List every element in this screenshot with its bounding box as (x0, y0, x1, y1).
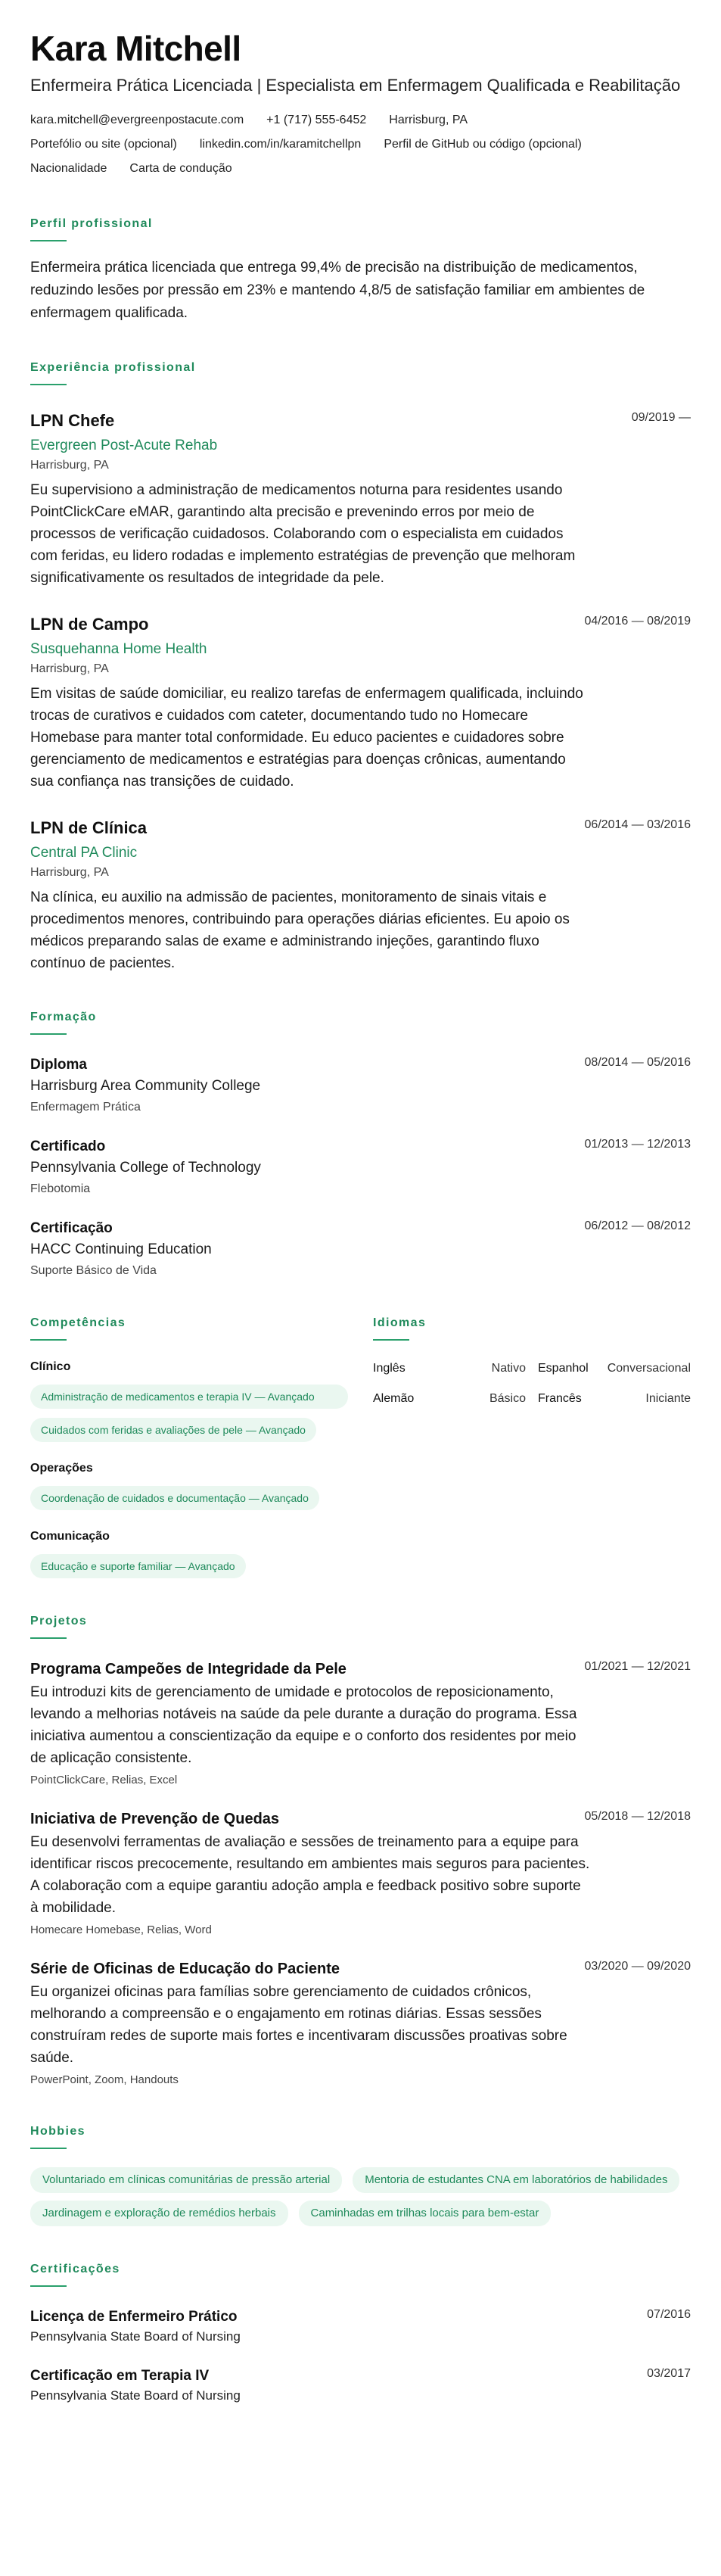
contact-info (30, 108, 691, 181)
education-dates: 06/2012 — 08/2012 (584, 1219, 691, 1232)
project-entry (30, 1808, 691, 1939)
section-heading: Idiomas (373, 1316, 427, 1329)
job-title: LPN de Clínica (30, 818, 148, 837)
language-name: Espanhol (538, 1362, 589, 1375)
job-dates: 04/2016 — 08/2019 (584, 615, 691, 628)
skill-group-title: Operações (30, 1462, 93, 1475)
skill-group-title: Clínico (30, 1360, 71, 1373)
section-divider (30, 384, 67, 385)
project-entry (30, 1958, 691, 2089)
job-title: LPN de Campo (30, 615, 149, 634)
resume-header (30, 0, 691, 181)
skill-chip: Educação e suporte familiar — Avançado (30, 1554, 246, 1578)
certification-name: Licença de Enfermeiro Prático (30, 2309, 238, 2325)
job-location: Harrisburg, PA (30, 866, 109, 879)
project-title: Iniciativa de Prevenção de Quedas (30, 1811, 280, 1827)
language-level: Conversacional (607, 1362, 691, 1375)
education-entry (30, 1136, 691, 1198)
email-link[interactable]: kara.mitchell@evergreenpostacute.com (30, 114, 244, 126)
project-description: Eu organizei oficinas para famílias sobre gerenciamento de cuidados crônicos, melhorando a compreensão e o engajamento em rotinas diárias. Essas sessões construíram redes de suporte mais fortes e incentivaram discussões proativas sobre saúde. (30, 1984, 567, 2066)
phone-number[interactable]: +1 (717) 555-6452 (266, 114, 367, 126)
project-title: Programa Campeões de Integridade da Pele (30, 1661, 347, 1677)
education-entry (30, 1054, 691, 1117)
project-description: Eu introduzi kits de gerenciamento de umidade e protocolos de reposicionamento, levando a melhorias notáveis na saúde da pele durante a duração do programa. Essa iniciativa aumentou a conscientização da equipe e o conforto dos residentes por meio de aplicação consistente. (30, 1684, 577, 1766)
job-description: Em visitas de saúde domiciliar, eu realizo tarefas de enfermagem qualificada, incluindo trocas de curativos e cuidados com cateter, documentando tudo no Homecare Homebase para manter total conformidade. Eu educo pacientes e cuidadores sobre gerenciamento de medicamentos e estratégias para doenças crônicas, aumentando sua confiança nas transições de cuidado. (30, 686, 583, 790)
job-entry (30, 410, 691, 589)
github-link[interactable]: Perfil de GitHub ou código (opcional) (384, 138, 582, 151)
education-field: Flebotomia (30, 1182, 91, 1195)
hobby-chip: Jardinagem e exploração de remédios herbais (30, 2201, 288, 2226)
skill-group-title: Comunicação (30, 1530, 110, 1543)
job-company: Central PA Clinic (30, 845, 138, 861)
nationality: Nacionalidade (30, 162, 107, 175)
skill-group (30, 1528, 348, 1578)
job-dates: 06/2014 — 03/2016 (584, 818, 691, 831)
project-dates: 01/2021 — 12/2021 (584, 1660, 691, 1673)
linkedin-link[interactable]: linkedin.com/in/karamitchellpn (199, 138, 362, 151)
education-dates: 01/2013 — 12/2013 (584, 1138, 691, 1151)
portfolio-link[interactable]: Portefólio ou site (opcional) (30, 138, 177, 151)
hobbies-list (30, 2160, 691, 2226)
education-entry (30, 1218, 691, 1280)
projects-section (30, 1613, 691, 2089)
project-dates: 05/2018 — 12/2018 (584, 1810, 691, 1823)
education-degree: Certificação (30, 1220, 113, 1236)
job-location: Harrisburg, PA (30, 662, 109, 675)
hobbies-section (30, 2123, 691, 2226)
language-item (373, 1360, 526, 1377)
skills-languages-row (30, 1315, 691, 1578)
education-school: HACC Continuing Education (30, 1241, 212, 1257)
location: Harrisburg, PA (389, 114, 468, 126)
language-item (538, 1360, 691, 1377)
project-tools: Homecare Homebase, Relias, Word (30, 1923, 212, 1936)
section-divider (30, 1339, 67, 1341)
section-divider (373, 1339, 409, 1341)
project-entry (30, 1659, 691, 1789)
job-entry (30, 817, 691, 974)
section-heading: Projetos (30, 1615, 88, 1628)
languages-section (373, 1315, 691, 1578)
driving-license: Carta de condução (129, 162, 232, 175)
job-location: Harrisburg, PA (30, 459, 109, 472)
language-name: Alemão (373, 1392, 415, 1405)
certification-entry (30, 2307, 691, 2346)
section-divider (30, 2285, 67, 2287)
section-heading: Competências (30, 1316, 126, 1329)
job-company: Susquehanna Home Health (30, 641, 207, 657)
skill-chip: Cuidados com feridas e avaliações de pele — Avançado (30, 1418, 316, 1442)
hobby-chip: Caminhadas em trilhas locais para bem-estar (299, 2201, 552, 2226)
education-degree: Diploma (30, 1057, 87, 1073)
summary-section (30, 216, 691, 325)
language-item (373, 1391, 526, 1407)
contact-row (30, 132, 691, 157)
job-description: Na clínica, eu auxilio na admissão de pacientes, monitoramento de sinais vitais e procedimentos menores, contribuindo para operações diárias eficientes. Eu apoio os médicos preparando salas de exame e administrando injeções, garantindo fluxo contínuo de pacientes. (30, 889, 570, 971)
education-dates: 08/2014 — 05/2016 (584, 1056, 691, 1069)
project-tools: PointClickCare, Relias, Excel (30, 1774, 178, 1786)
section-divider (30, 1637, 67, 1639)
contact-row (30, 157, 691, 181)
job-company: Evergreen Post-Acute Rehab (30, 438, 218, 453)
job-dates: 09/2019 — (631, 411, 691, 424)
language-name: Inglês (373, 1362, 406, 1375)
section-heading: Experiência profissional (30, 361, 196, 374)
education-school: Pennsylvania College of Technology (30, 1160, 261, 1176)
education-school: Harrisburg Area Community College (30, 1078, 261, 1094)
experience-section (30, 360, 691, 974)
language-item (538, 1391, 691, 1407)
hobby-chip: Voluntariado em clínicas comunitárias de pressão arterial (30, 2167, 342, 2193)
section-divider (30, 240, 67, 241)
language-name: Francês (538, 1392, 582, 1405)
language-level: Iniciante (645, 1392, 691, 1405)
certifications-section (30, 2261, 691, 2405)
contact-row (30, 108, 691, 132)
section-heading: Hobbies (30, 2125, 85, 2138)
certification-issuer: Pennsylvania State Board of Nursing (30, 2388, 241, 2403)
certification-name: Certificação em Terapia IV (30, 2368, 210, 2384)
job-description: Eu supervisiono a administração de medicamentos noturna para residentes usando PointClickCare eMAR, garantindo alta precisão e prevenindo erros por meio de processos de verificação cuidadosos. Colaborando com o especialista em cuidados com feridas, eu lidero rodadas e implemento estratégias de prevenção que melhoram significativamente os resultados de integridade da pele. (30, 482, 576, 586)
project-tools: PowerPoint, Zoom, Handouts (30, 2073, 179, 2086)
job-title: LPN Chefe (30, 411, 115, 430)
section-divider (30, 2148, 67, 2149)
language-level: Básico (489, 1392, 526, 1405)
skills-section (30, 1315, 348, 1578)
certification-issuer: Pennsylvania State Board of Nursing (30, 2329, 241, 2344)
project-dates: 03/2020 — 09/2020 (584, 1960, 691, 1973)
candidate-name: Kara Mitchell (30, 29, 241, 68)
candidate-title: Enfermeira Prática Licenciada | Especialista em Enfermagem Qualificada e Reabilitação (30, 76, 681, 95)
skill-chip: Coordenação de cuidados e documentação — Avançado (30, 1486, 319, 1510)
education-section (30, 1009, 691, 1280)
certification-date: 07/2016 (647, 2308, 691, 2321)
hobby-chip: Mentoria de estudantes CNA em laboratórios de habilidades (353, 2167, 679, 2193)
section-heading: Formação (30, 1011, 97, 1023)
section-divider (30, 1033, 67, 1035)
skill-group (30, 1359, 348, 1442)
language-level: Nativo (491, 1362, 526, 1375)
certification-date: 03/2017 (647, 2367, 691, 2380)
project-description: Eu desenvolvi ferramentas de avaliação e sessões de treinamento para a equipe para identificar riscos precocemente, resultando em ambientes mais seguros para pacientes. A colaboração com a equipe garantiu adoção ampla e feedback positivo sobre suporte à mobilidade. (30, 1834, 590, 1916)
education-field: Suporte Básico de Vida (30, 1264, 157, 1277)
section-heading: Certificações (30, 2263, 120, 2275)
skill-chip: Administração de medicamentos e terapia IV — Avançado (30, 1385, 348, 1409)
languages-grid (373, 1360, 691, 1407)
project-title: Série de Oficinas de Educação do Paciente (30, 1961, 340, 1977)
section-heading: Perfil profissional (30, 217, 153, 230)
certification-entry (30, 2366, 691, 2405)
education-degree: Certificado (30, 1138, 106, 1154)
education-field: Enfermagem Prática (30, 1101, 141, 1114)
summary-text: Enfermeira prática licenciada que entrega 99,4% de precisão na distribuição de medicamentos, reduzindo lesões por pressão em 23% e mantendo 4,8/5 de satisfação familiar em ambientes de enfermagem qualificada. (30, 260, 645, 321)
skill-group (30, 1460, 348, 1510)
job-entry (30, 613, 691, 793)
